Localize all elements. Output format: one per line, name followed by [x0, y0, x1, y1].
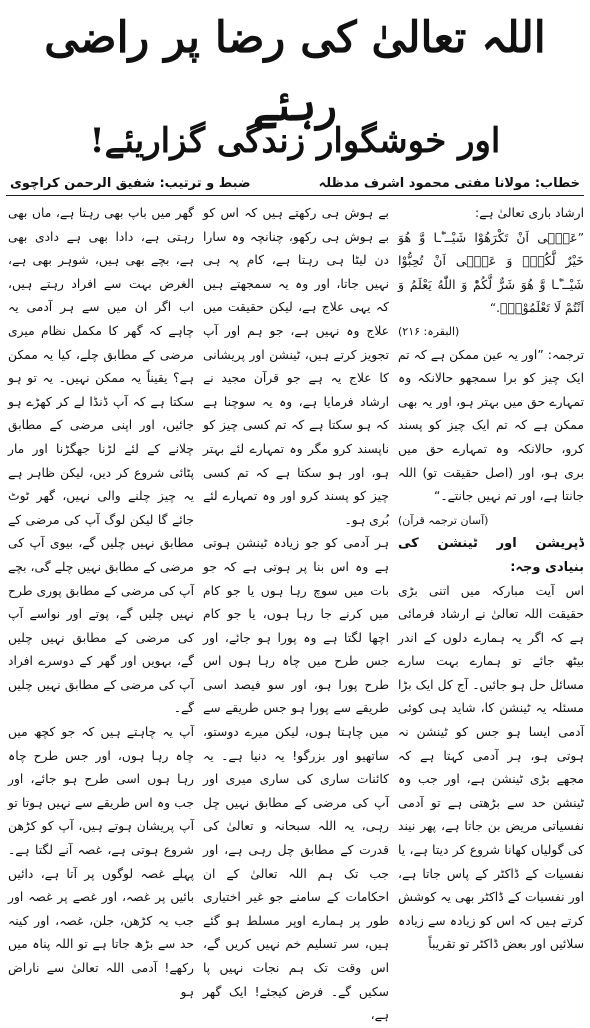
page-subtitle: اور خوشگوار زندگی گزاریئے!: [89, 121, 501, 161]
compiler-byline: ضبط و ترتیب: شفیق الرحمن کراچوی: [10, 176, 251, 191]
article-column-3: [8, 202, 194, 999]
page-title: اللہ تعالیٰ کی رضا پر راضی رہئے: [44, 13, 546, 131]
article-paragraph: ہر آدمی کو جو زیادہ ٹینشن ہوتی ہے وہ اس بنا پر ہوتی ہے کہ جو بات میں سوچ رہا ہوں یا جو کام میں کرنے جا رہا ہوں، یا جو کام اچھا لگتا ہے وہ پورا ہو جائے، اور جس طرح میں چاہ رہا ہوں اس طرح پورا ہو، اور سو فیصد اسی طریقے سے پورا ہو جس طریقے سے میں چاہتا ہوں، لیکن میرے دوستو، ساتھیو اور بزرگو! یہ دنیا ہے۔ یہ کائنات ساری کی ساری میری اور آپ کی مرضی کے مطابق نہیں چل رہی، یہ اللہ سبحانہ و تعالیٰ کی قدرت کے مطابق چل رہی ہے، اور جب تک ہم اللہ تعالیٰ کے ان احکامات کے سامنے جو غیر اختیاری طور پر ہمارے اوپر مسلط ہو گئے ہیں، سر تسلیم خم نہیں کریں گے، اس وقت تک ہم نجات نہیں پا سکیں گے۔ فرض کیجئے! ایک گھر ہے،: [203, 536, 389, 1023]
translation-reference: (آسان ترجمہ قرآن): [398, 513, 489, 527]
section-heading: ڈپریشن اور ٹینشن کی بنیادی وجہ:: [398, 536, 584, 575]
article-column-1: [398, 202, 584, 952]
speaker-byline: خطاب: مولانا مفتی محمود اشرف مدظلہ: [318, 176, 580, 191]
header-divider: [6, 195, 584, 196]
article-column-2: [203, 202, 389, 1023]
article-paragraph: آپ یہ چاہتے ہیں کہ جو کچھ میں چاہ رہا ہوں، اور جس طرح چاہ رہا ہوں اسی طرح ہو جائے، اور جب وہ اس طریقے سے نہیں ہوتا تو آپ پریشان ہوتے ہیں، آپ کو کڑھن شروع ہوتی ہے، غصہ آنے لگتا ہے۔ پہلے غصہ لوگوں پر آتا ہے، دائیں بائیں پر غصہ، اور غصے پر غصہ اور جب یہ کڑھن، جلن، غصہ، اور کینہ حد سے بڑھ جاتا ہے تو اللہ پناہ میں رکھے! آدمی اللہ تعالیٰ سے ناراض ہو: [8, 725, 194, 999]
article-paragraph: بے ہوش ہی رکھتے ہیں کہ اس کو بے ہوش ہی رکھو، چنانچہ وہ سارا دن لیٹا ہی رہتا ہے، کام پہ ہی نہیں جاتا، اور وہ یہ سمجھتے ہیں کہ یہی علاج ہے، لیکن حقیقت میں علاج وہ نہیں ہے، جو ہم اور آپ تجویز کرتے ہیں، ٹینشن اور پریشانی کا علاج یہ ہے جو قرآن مجید نے ارشاد فرمایا ہے، وہ یہ سوچنا ہے کہ ہو سکتا ہے کہ تم کسی چیز کو ناپسند کرو مگر وہ تمہارے لئے بہتر ہو، اور ہو سکتا ہے کہ تم کسی چیز کو پسند کرو اور وہ تمہارے لئے بُری ہو۔: [203, 206, 389, 527]
quran-verse: ”عَسٰۤى اَنْ تَكْرَهُوْا شَیْــٴًـا وَّ هُوَ خَیْرٌ لَّكُمْۚ وَ عَسٰۤى اَنْ تُحِبُّوْا شَیْــٴًـا وَّ هُوَ شَرٌّ لَّكُمْؕ وَ اللّٰهُ یَعْلَمُ وَ اَنْتُمْ لَا تَعْلَمُوْنَ۠.“: [398, 229, 584, 316]
article-paragraph: گھر میں باپ بھی رہتا ہے، ماں بھی رہتی ہے، دادا بھی ہے دادی بھی ہے، بچے بھی ہیں، شوہر بھی ہے، الغرض بہت سے افراد رہتے ہیں، اب اگر ان میں سے ہر آدمی یہ چاہے کہ گھر کا مکمل نظام میری مرضی کے مطابق چلے، کیا یہ ممکن ہے؟ یقیناً یہ ممکن نہیں۔ یہ تو ہو سکتا ہے کہ آپ ڈنڈا لے کر کھڑے ہو جائیں، اور اپنی مرضی کے مطابق چلانے کے لئے لڑنا جھگڑنا اور مار پٹائی شروع کر دیں، لیکن ظاہر ہے یہ چیز چلنے والی نہیں، گھر ٹوٹ جائے گا لیکن لوگ آپ کی مرضی کے مطابق نہیں چلیں گے، بیوی آپ کی مرضی کے مطابق نہیں چلے گی، بچے آپ کی مرضی کے مطابق پوری طرح نہیں چلیں گے، پوتے اور نواسے آپ کی مرضی کے مطابق نہیں چلیں گے، بہویں اور گھر کے دوسرے افراد آپ کی مرضی کے مطابق نہیں چلیں گے۔: [8, 206, 194, 716]
article-paragraph: اس آیت مبارکہ میں اتنی بڑی حقیقت اللہ تعالیٰ نے ارشاد فرمائی ہے کہ اگر یہ ہمارے دلوں کے اندر بیٹھ جائے تو ہمارے بہت سارے مسائل حل ہو جائیں۔ آج کل ایک بڑا مسئلہ یہ ٹینشن کا، شاید ہی کوئی آدمی ایسا ہو جس کو ٹینشن نہ ہوتی ہو، ہر آدمی کہتا ہے کہ مجھے بڑی ٹینشن ہے، اور جب وہ ٹینشن حد سے بڑھتی ہے تو آدمی نفسیاتی مریض بن جاتا ہے، پھر نیند کی گولیاں کھانا شروع کر دیتا ہے، یا نفسیات کے ڈاکٹر کے پاس جاتا ہے، اور نفسیات کے ڈاکٹر بھی یہ کوشش کرتے ہیں کہ اس کو زیادہ سے زیادہ سلائیں اور بعض ڈاکٹر تو تقریباً: [398, 583, 584, 952]
verse-reference: (البقرہ: ۲۱۶): [398, 324, 460, 338]
verse-intro: ارشاد باری تعالیٰ ہے:: [475, 206, 584, 220]
verse-translation: ترجمہ: ”اور یہ عین ممکن ہے کہ تم ایک چیز کو برا سمجھو حالانکہ وہ تمہارے حق میں بہتر ہو، اور یہ بھی ممکن ہے کہ تم ایک چیز کو پسند کرو، حالانکہ وہ تمہارے حق میں بری ہو، اور (اصل حقیقت تو) اللہ جانتا ہے، اور تم نہیں جانتے۔“: [398, 347, 584, 504]
